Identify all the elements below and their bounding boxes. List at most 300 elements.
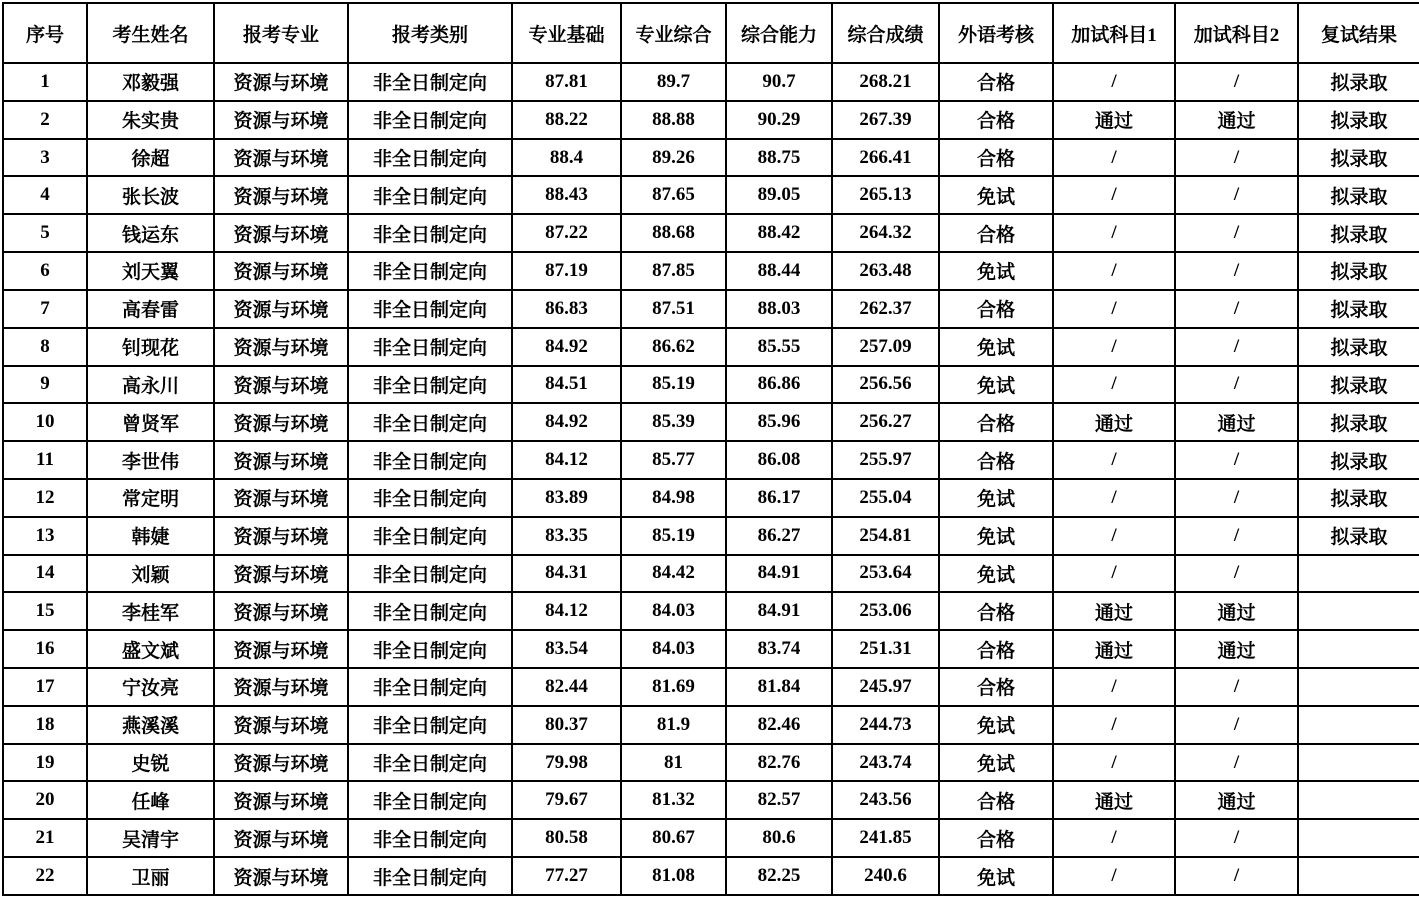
table-cell: 徐超 xyxy=(87,139,214,177)
table-cell: 245.97 xyxy=(832,668,939,706)
table-cell: 84.03 xyxy=(621,592,726,630)
table-cell: / xyxy=(1053,479,1175,517)
column-header: 复试结果 xyxy=(1298,3,1419,63)
table-cell: 1 xyxy=(3,63,87,101)
table-cell: 资源与环境 xyxy=(214,819,348,857)
table-cell: / xyxy=(1053,517,1175,555)
table-cell: 资源与环境 xyxy=(214,706,348,744)
table-cell: 刘天翼 xyxy=(87,252,214,290)
table-cell: 史锐 xyxy=(87,744,214,782)
table-cell: / xyxy=(1053,139,1175,177)
table-cell: 255.97 xyxy=(832,441,939,479)
table-cell: 265.13 xyxy=(832,176,939,214)
table-cell: 2 xyxy=(3,101,87,139)
table-cell: 82.46 xyxy=(726,706,832,744)
table-cell: 240.6 xyxy=(832,857,939,895)
table-cell: / xyxy=(1175,517,1298,555)
header-row xyxy=(3,3,1419,63)
table-cell: 通过 xyxy=(1175,630,1298,668)
table-row xyxy=(3,63,1419,101)
table-cell: 267.39 xyxy=(832,101,939,139)
table-cell: 非全日制定向 xyxy=(348,592,512,630)
table-cell: 81.32 xyxy=(621,781,726,819)
table-cell xyxy=(1298,781,1419,819)
table-cell: 88.43 xyxy=(512,176,621,214)
table-cell: 80.67 xyxy=(621,819,726,857)
table-cell: 6 xyxy=(3,252,87,290)
table-row xyxy=(3,630,1419,668)
table-cell: 拟录取 xyxy=(1298,517,1419,555)
table-cell: 88.22 xyxy=(512,101,621,139)
table-cell: 资源与环境 xyxy=(214,139,348,177)
table-cell: 非全日制定向 xyxy=(348,630,512,668)
table-row xyxy=(3,214,1419,252)
table-cell: 资源与环境 xyxy=(214,328,348,366)
table-cell: 朱实贵 xyxy=(87,101,214,139)
table-cell: 13 xyxy=(3,517,87,555)
table-cell: 256.27 xyxy=(832,403,939,441)
table-cell: 资源与环境 xyxy=(214,63,348,101)
table-cell: 资源与环境 xyxy=(214,555,348,593)
table-cell: 非全日制定向 xyxy=(348,668,512,706)
table-cell: 资源与环境 xyxy=(214,744,348,782)
table-cell: 合格 xyxy=(939,63,1053,101)
table-row xyxy=(3,781,1419,819)
table-cell: 非全日制定向 xyxy=(348,176,512,214)
table-cell: 83.74 xyxy=(726,630,832,668)
table-cell: 85.55 xyxy=(726,328,832,366)
table-cell: 高永川 xyxy=(87,366,214,404)
table-cell: 钱运东 xyxy=(87,214,214,252)
table-cell: 非全日制定向 xyxy=(348,441,512,479)
table-cell: / xyxy=(1053,668,1175,706)
table-cell: 90.29 xyxy=(726,101,832,139)
table-cell: 合格 xyxy=(939,668,1053,706)
table-cell: 85.77 xyxy=(621,441,726,479)
table-cell: / xyxy=(1175,479,1298,517)
table-cell: 88.03 xyxy=(726,290,832,328)
table-cell: 89.05 xyxy=(726,176,832,214)
table-cell: 86.62 xyxy=(621,328,726,366)
table-cell: 拟录取 xyxy=(1298,290,1419,328)
table-cell: 钊现花 xyxy=(87,328,214,366)
table-cell: 256.56 xyxy=(832,366,939,404)
table-cell: / xyxy=(1053,252,1175,290)
table-cell: 84.12 xyxy=(512,592,621,630)
table-cell: 非全日制定向 xyxy=(348,479,512,517)
table-cell: 257.09 xyxy=(832,328,939,366)
table-cell: 非全日制定向 xyxy=(348,139,512,177)
table-cell: 84.91 xyxy=(726,592,832,630)
table-cell: 免试 xyxy=(939,706,1053,744)
table-cell: 免试 xyxy=(939,176,1053,214)
table-cell: 卫丽 xyxy=(87,857,214,895)
table-cell: 资源与环境 xyxy=(214,366,348,404)
table-cell: 80.37 xyxy=(512,706,621,744)
table-cell: 12 xyxy=(3,479,87,517)
table-cell: 资源与环境 xyxy=(214,630,348,668)
table-cell: / xyxy=(1175,139,1298,177)
table-cell: 吴清宇 xyxy=(87,819,214,857)
table-cell: 拟录取 xyxy=(1298,214,1419,252)
table-cell: 拟录取 xyxy=(1298,441,1419,479)
table-cell: 非全日制定向 xyxy=(348,63,512,101)
table-cell: 高春雷 xyxy=(87,290,214,328)
table-cell: / xyxy=(1053,744,1175,782)
table-cell: / xyxy=(1053,176,1175,214)
table-cell: 李桂军 xyxy=(87,592,214,630)
table-cell xyxy=(1298,706,1419,744)
table-row xyxy=(3,706,1419,744)
table-cell: 非全日制定向 xyxy=(348,781,512,819)
table-cell: 资源与环境 xyxy=(214,214,348,252)
table-cell: 264.32 xyxy=(832,214,939,252)
table-cell: 82.25 xyxy=(726,857,832,895)
admission-score-table xyxy=(2,2,1419,896)
table-cell: 资源与环境 xyxy=(214,290,348,328)
table-cell: 85.19 xyxy=(621,366,726,404)
table-cell: 89.7 xyxy=(621,63,726,101)
table-cell: 79.98 xyxy=(512,744,621,782)
table-cell: 87.85 xyxy=(621,252,726,290)
table-cell: 通过 xyxy=(1175,403,1298,441)
table-row xyxy=(3,555,1419,593)
table-cell: 合格 xyxy=(939,403,1053,441)
table-cell: 88.75 xyxy=(726,139,832,177)
table-cell: 80.6 xyxy=(726,819,832,857)
table-cell: 免试 xyxy=(939,479,1053,517)
table-cell: 合格 xyxy=(939,139,1053,177)
table-row xyxy=(3,517,1419,555)
table-cell: 非全日制定向 xyxy=(348,857,512,895)
table-cell xyxy=(1298,744,1419,782)
table-cell: / xyxy=(1053,290,1175,328)
table-cell: 84.92 xyxy=(512,328,621,366)
table-cell: 合格 xyxy=(939,214,1053,252)
table-cell: 263.48 xyxy=(832,252,939,290)
table-cell: 88.44 xyxy=(726,252,832,290)
table-cell: 88.68 xyxy=(621,214,726,252)
table-row xyxy=(3,819,1419,857)
table-cell: 84.12 xyxy=(512,441,621,479)
table-cell: 资源与环境 xyxy=(214,176,348,214)
table-cell: 非全日制定向 xyxy=(348,366,512,404)
table-cell: 通过 xyxy=(1175,592,1298,630)
column-header: 报考类别 xyxy=(348,3,512,63)
table-cell: 17 xyxy=(3,668,87,706)
table-cell: 86.86 xyxy=(726,366,832,404)
table-cell: 81.84 xyxy=(726,668,832,706)
table-cell: 82.57 xyxy=(726,781,832,819)
table-cell: 85.96 xyxy=(726,403,832,441)
table-cell: 241.85 xyxy=(832,819,939,857)
table-row xyxy=(3,744,1419,782)
table-cell: 84.51 xyxy=(512,366,621,404)
table-cell: / xyxy=(1053,63,1175,101)
table-cell: 合格 xyxy=(939,781,1053,819)
table-cell: 268.21 xyxy=(832,63,939,101)
table-cell: 韩婕 xyxy=(87,517,214,555)
table-cell: 非全日制定向 xyxy=(348,214,512,252)
table-cell: 83.35 xyxy=(512,517,621,555)
table-cell: 拟录取 xyxy=(1298,252,1419,290)
table-row xyxy=(3,252,1419,290)
table-cell: / xyxy=(1175,63,1298,101)
column-header: 序号 xyxy=(3,3,87,63)
table-cell: 资源与环境 xyxy=(214,668,348,706)
table-cell: 盛文斌 xyxy=(87,630,214,668)
table-cell: 非全日制定向 xyxy=(348,101,512,139)
table-cell: 82.76 xyxy=(726,744,832,782)
table-cell: 非全日制定向 xyxy=(348,290,512,328)
table-cell: 合格 xyxy=(939,290,1053,328)
table-cell: 任峰 xyxy=(87,781,214,819)
table-cell: / xyxy=(1053,819,1175,857)
table-cell: 243.56 xyxy=(832,781,939,819)
table-cell xyxy=(1298,819,1419,857)
table-cell: 85.19 xyxy=(621,517,726,555)
column-header: 考生姓名 xyxy=(87,3,214,63)
table-cell: 非全日制定向 xyxy=(348,328,512,366)
table-row xyxy=(3,101,1419,139)
table-cell: 87.51 xyxy=(621,290,726,328)
table-cell: 宁汝亮 xyxy=(87,668,214,706)
table-body xyxy=(3,63,1419,895)
table-cell: 免试 xyxy=(939,555,1053,593)
table-cell: / xyxy=(1053,441,1175,479)
table-header xyxy=(3,3,1419,63)
table-cell: 11 xyxy=(3,441,87,479)
table-cell: / xyxy=(1175,668,1298,706)
table-cell: 84.03 xyxy=(621,630,726,668)
table-cell: / xyxy=(1175,176,1298,214)
table-cell: 资源与环境 xyxy=(214,781,348,819)
table-cell: 253.06 xyxy=(832,592,939,630)
table-cell: 19 xyxy=(3,744,87,782)
table-cell: 拟录取 xyxy=(1298,366,1419,404)
table-cell: 87.65 xyxy=(621,176,726,214)
table-cell: 合格 xyxy=(939,101,1053,139)
table-cell: 83.54 xyxy=(512,630,621,668)
table-cell: 3 xyxy=(3,139,87,177)
table-cell: 7 xyxy=(3,290,87,328)
table-cell: 254.81 xyxy=(832,517,939,555)
table-cell: 15 xyxy=(3,592,87,630)
table-cell: / xyxy=(1175,857,1298,895)
table-cell: 88.42 xyxy=(726,214,832,252)
table-cell: 84.98 xyxy=(621,479,726,517)
table-cell: 10 xyxy=(3,403,87,441)
table-cell: 拟录取 xyxy=(1298,403,1419,441)
table-cell xyxy=(1298,592,1419,630)
table-row xyxy=(3,668,1419,706)
table-cell: 251.31 xyxy=(832,630,939,668)
table-cell: / xyxy=(1175,706,1298,744)
table-cell: 免试 xyxy=(939,328,1053,366)
table-cell: / xyxy=(1175,328,1298,366)
table-cell: 资源与环境 xyxy=(214,403,348,441)
table-cell: 资源与环境 xyxy=(214,101,348,139)
table-cell: 通过 xyxy=(1175,101,1298,139)
table-cell: 8 xyxy=(3,328,87,366)
table-cell: 通过 xyxy=(1053,101,1175,139)
table-cell: 李世伟 xyxy=(87,441,214,479)
table-cell: 80.58 xyxy=(512,819,621,857)
column-header: 报考专业 xyxy=(214,3,348,63)
table-row xyxy=(3,592,1419,630)
table-cell: 通过 xyxy=(1053,781,1175,819)
table-cell: / xyxy=(1175,744,1298,782)
table-cell: / xyxy=(1053,328,1175,366)
table-cell: 非全日制定向 xyxy=(348,252,512,290)
table-cell: / xyxy=(1175,214,1298,252)
table-cell: 14 xyxy=(3,555,87,593)
table-cell: 非全日制定向 xyxy=(348,819,512,857)
table-cell: 免试 xyxy=(939,517,1053,555)
table-cell: 免试 xyxy=(939,744,1053,782)
table-cell: 非全日制定向 xyxy=(348,744,512,782)
table-cell: 81.9 xyxy=(621,706,726,744)
table-cell: / xyxy=(1175,290,1298,328)
table-cell: 81.08 xyxy=(621,857,726,895)
table-cell xyxy=(1298,630,1419,668)
table-cell: 255.04 xyxy=(832,479,939,517)
table-cell: 拟录取 xyxy=(1298,328,1419,366)
table-cell: 免试 xyxy=(939,857,1053,895)
table-cell: 86.27 xyxy=(726,517,832,555)
table-cell: 拟录取 xyxy=(1298,479,1419,517)
table-cell: 资源与环境 xyxy=(214,252,348,290)
column-header: 综合能力 xyxy=(726,3,832,63)
table-cell: 84.92 xyxy=(512,403,621,441)
table-row xyxy=(3,441,1419,479)
table-cell: 9 xyxy=(3,366,87,404)
table-cell: 79.67 xyxy=(512,781,621,819)
table-cell: 16 xyxy=(3,630,87,668)
table-cell: / xyxy=(1053,366,1175,404)
table-cell: 90.7 xyxy=(726,63,832,101)
table-cell: 262.37 xyxy=(832,290,939,328)
table-cell: 83.89 xyxy=(512,479,621,517)
column-header: 综合成绩 xyxy=(832,3,939,63)
table-cell: 通过 xyxy=(1175,781,1298,819)
table-cell: / xyxy=(1053,857,1175,895)
table-cell: 22 xyxy=(3,857,87,895)
table-cell: 合格 xyxy=(939,819,1053,857)
table-cell: 84.31 xyxy=(512,555,621,593)
table-cell: 77.27 xyxy=(512,857,621,895)
table-cell: 资源与环境 xyxy=(214,857,348,895)
table-cell: 86.83 xyxy=(512,290,621,328)
table-cell: / xyxy=(1175,366,1298,404)
column-header: 外语考核 xyxy=(939,3,1053,63)
table-cell: / xyxy=(1175,819,1298,857)
table-cell: 拟录取 xyxy=(1298,139,1419,177)
table-cell: 通过 xyxy=(1053,403,1175,441)
table-cell: 84.91 xyxy=(726,555,832,593)
table-cell: 资源与环境 xyxy=(214,441,348,479)
table-cell: / xyxy=(1175,555,1298,593)
table-cell: / xyxy=(1053,214,1175,252)
table-cell xyxy=(1298,555,1419,593)
table-cell: 非全日制定向 xyxy=(348,555,512,593)
table-cell: 资源与环境 xyxy=(214,479,348,517)
table-cell: 87.19 xyxy=(512,252,621,290)
table-cell: 邓毅强 xyxy=(87,63,214,101)
table-cell: 合格 xyxy=(939,592,1053,630)
table-cell: 89.26 xyxy=(621,139,726,177)
table-cell: 266.41 xyxy=(832,139,939,177)
table-cell xyxy=(1298,668,1419,706)
table-cell: 非全日制定向 xyxy=(348,706,512,744)
table-cell: / xyxy=(1053,706,1175,744)
table-cell: 免试 xyxy=(939,252,1053,290)
table-row xyxy=(3,139,1419,177)
table-cell: 85.39 xyxy=(621,403,726,441)
table-cell: 刘颖 xyxy=(87,555,214,593)
table-cell: 免试 xyxy=(939,366,1053,404)
table-row xyxy=(3,857,1419,895)
table-cell: 20 xyxy=(3,781,87,819)
table-row xyxy=(3,366,1419,404)
table-cell: 合格 xyxy=(939,441,1053,479)
table-cell xyxy=(1298,857,1419,895)
table-cell: 通过 xyxy=(1053,630,1175,668)
table-cell: 82.44 xyxy=(512,668,621,706)
table-cell: 86.17 xyxy=(726,479,832,517)
table-cell: 张长波 xyxy=(87,176,214,214)
table-cell: 88.88 xyxy=(621,101,726,139)
table-cell: 88.4 xyxy=(512,139,621,177)
table-cell: 81.69 xyxy=(621,668,726,706)
table-cell: 非全日制定向 xyxy=(348,517,512,555)
column-header: 加试科目1 xyxy=(1053,3,1175,63)
table-cell: 资源与环境 xyxy=(214,592,348,630)
table-cell: 5 xyxy=(3,214,87,252)
table-cell: 燕溪溪 xyxy=(87,706,214,744)
column-header: 专业基础 xyxy=(512,3,621,63)
table-cell: 81 xyxy=(621,744,726,782)
table-cell: 拟录取 xyxy=(1298,176,1419,214)
column-header: 加试科目2 xyxy=(1175,3,1298,63)
table-cell: 244.73 xyxy=(832,706,939,744)
table-cell: 86.08 xyxy=(726,441,832,479)
table-cell: 4 xyxy=(3,176,87,214)
table-cell: 合格 xyxy=(939,630,1053,668)
column-header: 专业综合 xyxy=(621,3,726,63)
table-cell: 253.64 xyxy=(832,555,939,593)
table-row xyxy=(3,479,1419,517)
table-row xyxy=(3,290,1419,328)
table-cell: 常定明 xyxy=(87,479,214,517)
table-cell: 87.81 xyxy=(512,63,621,101)
table-cell: 18 xyxy=(3,706,87,744)
table-cell: 曾贤军 xyxy=(87,403,214,441)
table-cell: 通过 xyxy=(1053,592,1175,630)
table-cell: 21 xyxy=(3,819,87,857)
table-cell: 拟录取 xyxy=(1298,101,1419,139)
table-cell: 拟录取 xyxy=(1298,63,1419,101)
table-cell: 87.22 xyxy=(512,214,621,252)
table-cell: / xyxy=(1053,555,1175,593)
table-row xyxy=(3,176,1419,214)
table-cell: / xyxy=(1175,252,1298,290)
table-row xyxy=(3,403,1419,441)
table-cell: / xyxy=(1175,441,1298,479)
table-cell: 非全日制定向 xyxy=(348,403,512,441)
table-cell: 资源与环境 xyxy=(214,517,348,555)
table-cell: 84.42 xyxy=(621,555,726,593)
